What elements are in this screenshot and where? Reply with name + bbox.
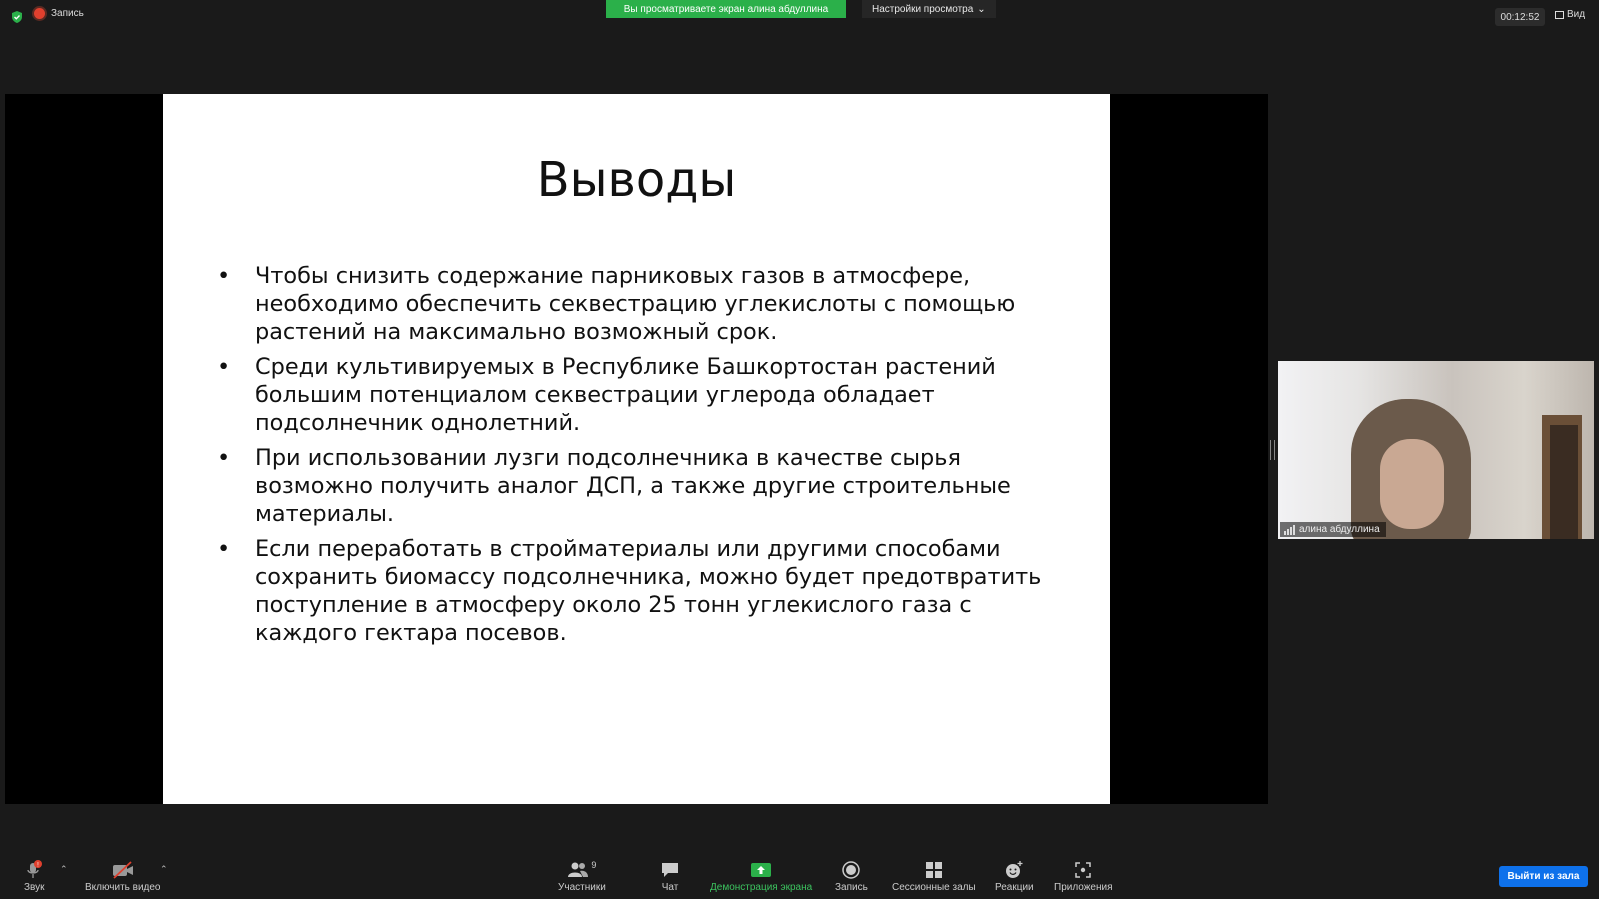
participant-name-tag (1280, 522, 1386, 537)
breakout-label: Сессионные залы (892, 882, 976, 893)
top-bar (0, 0, 1599, 34)
apps-button[interactable] (1054, 860, 1113, 893)
share-screen-button[interactable] (710, 860, 812, 893)
chat-bubble-icon (660, 861, 680, 879)
view-settings-label: Настройки просмотра (872, 3, 974, 15)
participants-button[interactable] (558, 860, 606, 893)
shared-screen (5, 94, 1268, 804)
record-dot-icon (34, 8, 45, 19)
apps-icon (1074, 861, 1092, 879)
participants-icon (567, 861, 589, 879)
participant-name: алина абдуллина (1299, 524, 1380, 535)
view-settings-button[interactable] (862, 0, 996, 18)
meeting-timer: 00:12:52 (1495, 8, 1545, 26)
reactions-label: Реакции (995, 882, 1034, 893)
signal-strength-icon (1284, 525, 1295, 535)
share-label: Демонстрация экрана (710, 882, 813, 893)
participants-label: Участники (558, 882, 606, 893)
slide-bullet-list (213, 262, 1073, 654)
leave-room-button[interactable]: Выйти из зала (1499, 866, 1588, 887)
apps-label: Приложения (1054, 882, 1113, 893)
microphone-icon (25, 860, 43, 880)
breakout-rooms-button[interactable] (892, 860, 976, 893)
chat-label: Чат (661, 882, 679, 893)
audio-options-caret-icon[interactable]: ⌃ (60, 864, 68, 874)
chevron-down-icon: ⌄ (977, 3, 986, 15)
slide-bullet: • Среди культивируемых в Республике Башкортостан растений большим потенциалом секвестрации углерода обладает подсолнечник однолетний. (213, 353, 1073, 437)
presentation-slide (163, 94, 1110, 804)
view-button[interactable] (1555, 9, 1585, 20)
slide-title: Выводы (536, 152, 737, 208)
chat-button[interactable] (660, 860, 680, 893)
start-video-button[interactable] (85, 860, 161, 893)
participant-video-tile[interactable] (1278, 361, 1594, 539)
record-label: Запись (835, 882, 868, 893)
slide-bullet: • Если переработать в стройматериалы или другими способами сохранить биомассу подсолнечника, можно будет предотвратить поступление в атмосферу около 25 тонн углекислого газа с каждого гектара посевов. (213, 535, 1073, 647)
participant-face (1380, 439, 1444, 529)
reactions-button[interactable] (995, 860, 1034, 893)
split-drag-handle[interactable] (1270, 440, 1275, 460)
video-label: Включить видео (85, 882, 161, 893)
slide-bullet: • При использовании лузги подсолнечника в качестве сырья возможно получить аналог ДСП, а также другие строительные материалы. (213, 444, 1073, 528)
view-label: Вид (1567, 9, 1586, 20)
share-banner: Вы просматриваете экран алина абдуллина (606, 0, 846, 18)
record-icon (841, 860, 861, 880)
share-screen-icon (750, 861, 772, 879)
slide-bullet: • Чтобы снизить содержание парниковых газов в атмосфере, необходимо обеспечить секвестрацию углекислоты с помощью растений на максимально возможный срок. (213, 262, 1073, 346)
view-layout-icon (1555, 11, 1564, 19)
participants-count: 9 (591, 860, 597, 870)
recording-label: Запись (51, 8, 84, 19)
shield-icon[interactable] (10, 10, 24, 24)
background-door-panel (1550, 425, 1578, 539)
video-off-icon (111, 860, 135, 880)
svg-text:!: ! (37, 862, 40, 869)
audio-label: Звук (24, 882, 45, 893)
video-options-caret-icon[interactable]: ⌃ (160, 864, 168, 874)
meeting-toolbar (0, 852, 1599, 899)
recording-indicator[interactable] (34, 8, 84, 19)
reactions-smiley-icon (1004, 860, 1024, 880)
audio-button[interactable] (24, 860, 45, 893)
record-button[interactable] (835, 860, 868, 893)
breakout-rooms-icon (925, 861, 943, 879)
